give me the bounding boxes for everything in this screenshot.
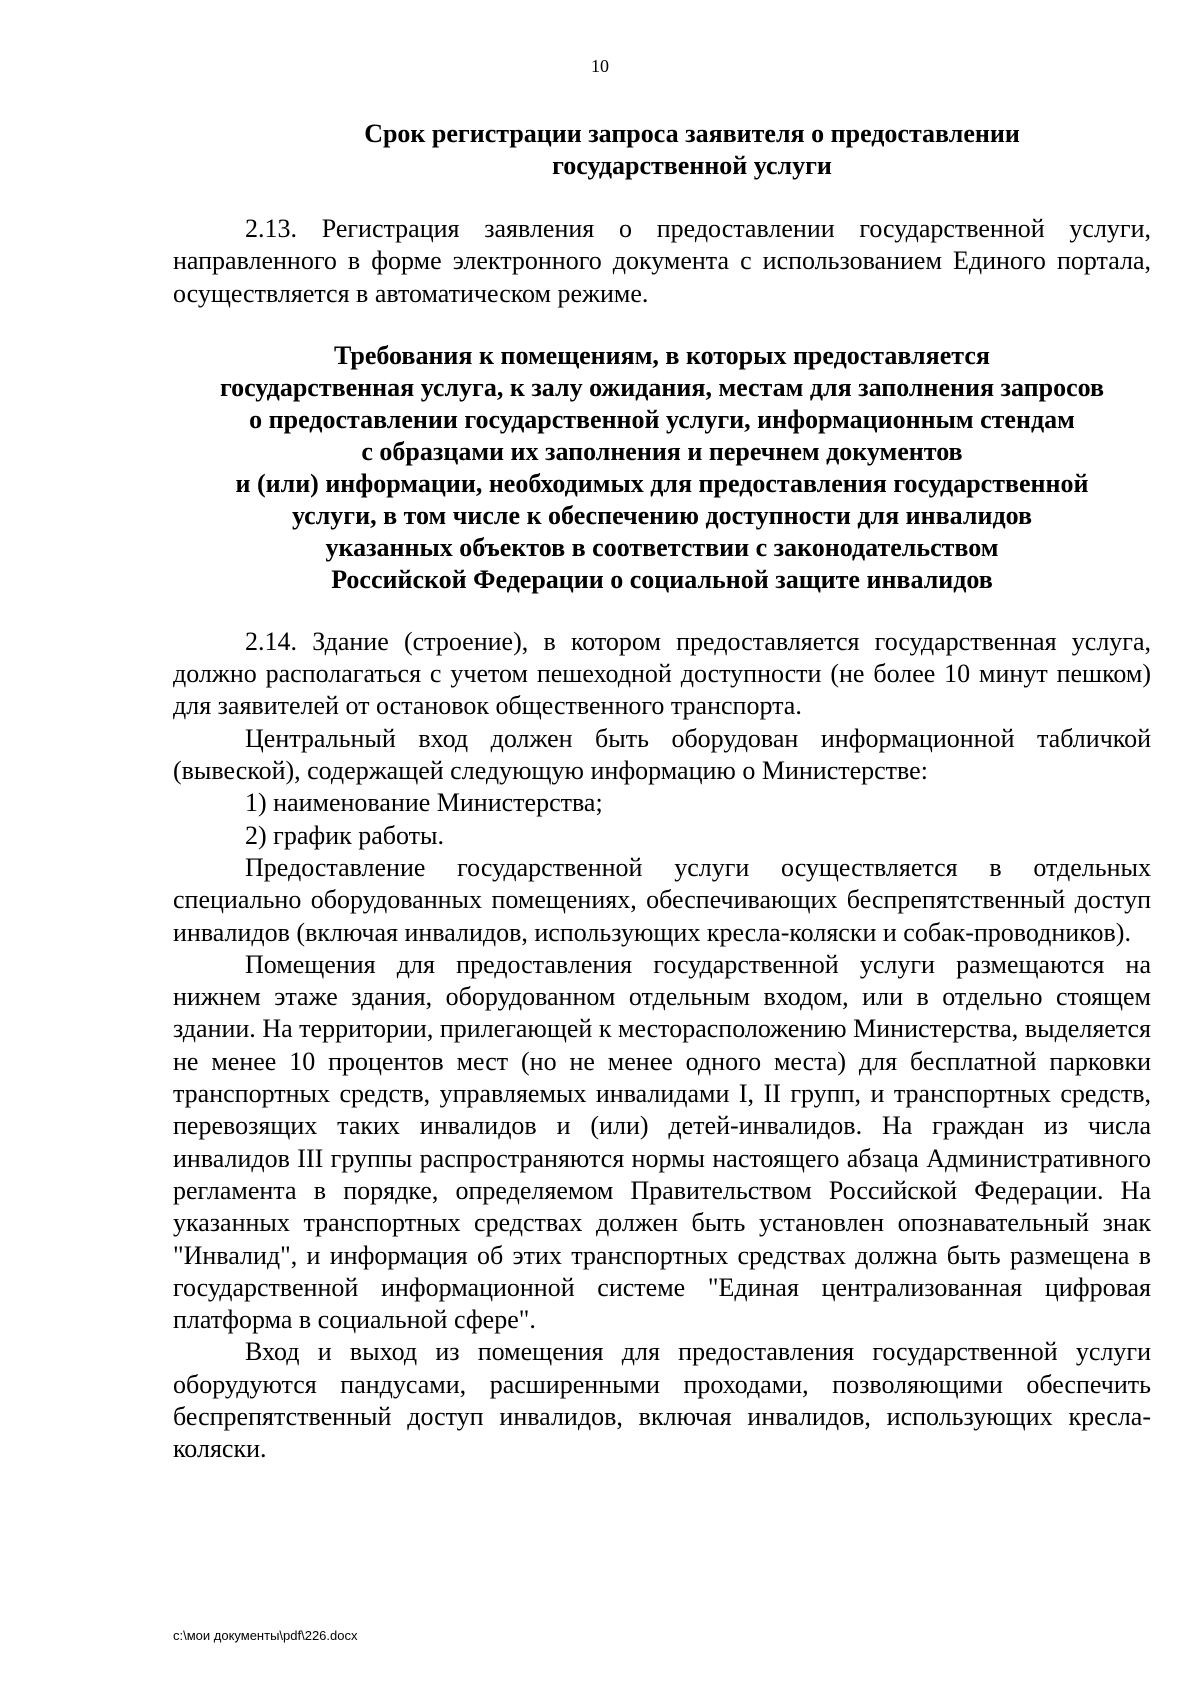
- heading-line: услуги, в том числе к обеспечению доступности для инвалидов: [291, 500, 1033, 530]
- footer-file-path: c:\мои документы\pdf\226.docx: [173, 1628, 358, 1643]
- paragraph-premises-parking: Помещения для предоставления государственной услуги размещаются на нижнем этаже здания, оборудованном отдельным входом, или в отдельно стоящем здании. На территории, прилегающей к месторасположению Министерства, выделяется не менее 10 процентов мест (но не менее одного места) для бесплатной парковки транспортных средств, управляемых инвалидами I, II групп, и транспортных средств, перевозящих таких инвалидов и (или) детей-инвалидов. На граждан из числа инвалидов III группы распространяются нормы настоящего абзаца Административного регламента в порядке, определяемом Правительством Российской Федерации. На указанных транспортных средствах должен быть установлен опознавательный знак "Инвалид", и информация об этих транспортных средствах должна быть размещена в государственной информационной системе "Единая централизованная цифровая платформа в социальной сфере".: [173, 949, 1151, 1335]
- list-item-ministry-name: 1) наименование Министерства;: [245, 788, 603, 818]
- section-heading-premises-requirements: [173, 340, 1151, 596]
- page-number: 10: [591, 56, 609, 76]
- paragraph-2-13: 2.13. Регистрация заявления о предоставлении государственной услуги, направленного в форме электронного документа с использованием Единого портала, осуществляется в автоматическом режиме.: [173, 214, 1151, 308]
- heading-line: Российской Федерации о социальной защите инвалидов: [331, 564, 993, 594]
- paragraph-2-14: 2.14. Здание (строение), в котором предоставляется государственная услуга, должно располагаться с учетом пешеходной доступности (не более 10 минут пешком) для заявителей от остановок общественного транспорта.: [173, 626, 1151, 721]
- list-item-work-schedule: 2) график работы.: [245, 820, 445, 850]
- heading-line: Срок регистрации запроса заявителя о предоставлении: [364, 119, 1020, 148]
- heading-line: указанных объектов в соответствии с законодательством: [325, 532, 999, 562]
- heading-line: и (или) информации, необходимых для предоставления государственной: [235, 468, 1089, 498]
- heading-line: о предоставлении государственной услуги, информационным стендам: [249, 404, 1075, 434]
- paragraph-entrance-ramps: Вход и выход из помещения для предоставления государственной услуги оборудуются пандусами, расширенными проходами, позволяющими обеспечить беспрепятственный доступ инвалидов, включая инвалидов, использующих кресла-коляски.: [173, 1337, 1151, 1464]
- heading-line: Требования к помещениям, в которых предоставляется: [334, 340, 990, 370]
- document-body: [173, 118, 1151, 1466]
- paragraph-equipped-premises: Предоставление государственной услуги осуществляется в отдельных специально оборудованных помещениях, обеспечивающих беспрепятственный доступ инвалидов (включая инвалидов, использующих кресла-коляски и собак-проводников).: [173, 852, 1151, 947]
- heading-line: государственной услуги: [552, 151, 832, 180]
- heading-line: государственная услуга, к залу ожидания, местам для заполнения запросов: [219, 372, 1105, 402]
- heading-line: с образцами их заполнения и перечнем документов: [361, 436, 963, 466]
- section-heading-registration-term: [173, 118, 1151, 182]
- paragraph-entrance-sign: Центральный вход должен быть оборудован информационной табличкой (вывеской), содержащей следующую информацию о Министерстве:: [173, 723, 1151, 786]
